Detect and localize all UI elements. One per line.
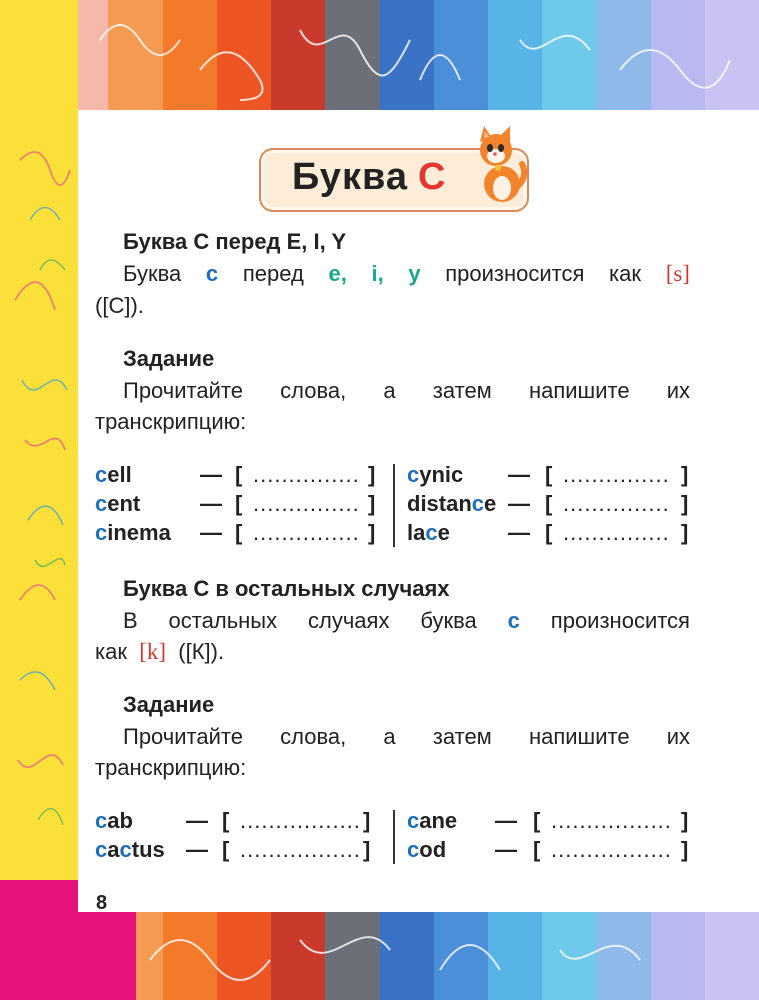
dash: — — [200, 462, 222, 487]
close-bracket: ] — [368, 462, 376, 487]
open-bracket: [ — [235, 462, 243, 487]
page-number: 8 — [96, 892, 108, 914]
word-list-1 — [95, 462, 690, 549]
color-stripe — [705, 912, 759, 1000]
title-letter: С — [417, 156, 447, 198]
color-stripe — [325, 912, 379, 1000]
highlight-letter: c — [95, 462, 108, 487]
left-yellow-border — [0, 0, 78, 1000]
close-bracket: ] — [363, 837, 371, 862]
rule-paragraph-1: Буква c перед e, i, y произносится как [s] — [123, 261, 690, 286]
column-divider — [393, 810, 395, 864]
section-heading-c-before-eiy: Буква С перед E, I, Y — [123, 229, 347, 254]
open-bracket: [ — [235, 491, 243, 516]
dash: — — [200, 520, 222, 545]
color-stripe — [434, 912, 488, 1000]
highlight-letter: c — [425, 520, 438, 545]
highlight-letter: c — [95, 837, 108, 862]
dash: — — [508, 462, 530, 487]
color-stripe — [217, 0, 271, 110]
column-divider — [393, 464, 395, 547]
task-heading-2: Задание — [123, 692, 215, 717]
close-bracket: ] — [681, 808, 689, 833]
highlight-letter: c — [407, 837, 420, 862]
rule-paragraph-2: В остальных случаях буква c произносится — [123, 608, 690, 633]
transcription-blank: ............... — [253, 491, 360, 516]
transcription-blank: ................. — [240, 837, 361, 862]
dash: — — [508, 520, 530, 545]
top-color-stripes — [0, 0, 759, 110]
word — [407, 837, 446, 863]
section-heading-c-other: Буква С в остальных случаях — [123, 576, 450, 601]
word — [407, 491, 496, 517]
transcription-blank: ................. — [240, 808, 361, 833]
transcription-blank: ............... — [563, 462, 670, 487]
word-part: e — [484, 491, 497, 516]
color-stripe — [488, 0, 542, 110]
title-word: Буква — [292, 156, 408, 198]
word — [407, 462, 463, 488]
color-stripe — [434, 0, 488, 110]
transcription-blank: ............... — [253, 520, 360, 545]
word-part: ent — [107, 491, 141, 516]
highlight-letter: c — [407, 808, 420, 833]
dash: — — [200, 491, 222, 516]
color-stripe — [488, 912, 542, 1000]
word — [95, 808, 133, 834]
open-bracket: [ — [533, 837, 541, 862]
close-bracket: ] — [681, 837, 689, 862]
word-part: od — [419, 837, 447, 862]
color-stripe — [651, 0, 705, 110]
task-heading-1: Задание — [123, 346, 215, 371]
color-stripe — [271, 912, 325, 1000]
close-bracket: ] — [681, 462, 689, 487]
dash: — — [495, 837, 517, 862]
transcription-blank: ................. — [551, 837, 672, 862]
word — [95, 837, 165, 863]
dash: — — [186, 808, 208, 833]
dash: — — [186, 837, 208, 862]
word — [407, 520, 450, 546]
highlight-letter: c — [471, 491, 485, 516]
color-stripe — [542, 912, 596, 1000]
color-stripe — [542, 0, 596, 110]
rule-paragraph-1-end: ([С]). — [95, 293, 144, 318]
open-bracket: [ — [533, 808, 541, 833]
word-part: ab — [107, 808, 133, 833]
word — [95, 491, 140, 517]
task-text-1: Прочитайте слова, а затем напишите их — [123, 378, 690, 403]
task-text-2b: транскрипцию: — [95, 755, 247, 780]
dash: — — [495, 808, 517, 833]
word-part: distan — [407, 491, 472, 516]
open-bracket: [ — [235, 520, 243, 545]
word-list-2 — [95, 808, 690, 866]
color-stripe — [217, 912, 271, 1000]
word — [95, 520, 171, 546]
open-bracket: [ — [222, 837, 230, 862]
close-bracket: ] — [681, 520, 689, 545]
color-stripe — [380, 0, 434, 110]
word-part: ynic — [419, 462, 464, 487]
transcription-blank: ............... — [563, 520, 670, 545]
dash: — — [508, 491, 530, 516]
open-bracket: [ — [545, 491, 553, 516]
color-stripe — [163, 912, 217, 1000]
transcription-blank: ............... — [253, 462, 360, 487]
highlight-letter: c — [95, 808, 108, 833]
color-stripe — [271, 0, 325, 110]
open-bracket: [ — [545, 462, 553, 487]
color-stripe — [596, 912, 650, 1000]
open-bracket: [ — [222, 808, 230, 833]
highlight-letter: c — [95, 520, 108, 545]
task-text-2: Прочитайте слова, а затем напишите их — [123, 724, 690, 749]
word-part: tus — [131, 837, 165, 862]
close-bracket: ] — [368, 520, 376, 545]
close-bracket: ] — [368, 491, 376, 516]
word-part: la — [407, 520, 426, 545]
word — [407, 808, 457, 834]
word-part: ell — [107, 462, 132, 487]
kitten-illustration — [470, 126, 528, 204]
highlight-letter: c — [95, 491, 108, 516]
close-bracket: ] — [681, 491, 689, 516]
color-stripe — [108, 0, 162, 110]
word — [95, 462, 132, 488]
highlight-letter: c — [407, 462, 420, 487]
color-stripe — [596, 0, 650, 110]
open-bracket: [ — [545, 520, 553, 545]
color-stripe — [163, 0, 217, 110]
page-title — [292, 156, 446, 199]
word-part: ane — [419, 808, 458, 833]
color-stripe — [705, 0, 759, 110]
color-stripe — [380, 912, 434, 1000]
transcription-blank: ............... — [563, 491, 670, 516]
word-part: e — [437, 520, 450, 545]
word-part: a — [107, 837, 120, 862]
close-bracket: ] — [363, 808, 371, 833]
word-part: inema — [107, 520, 171, 545]
highlight-letter: c — [119, 837, 132, 862]
task-text-1b: транскрипцию: — [95, 409, 247, 434]
color-stripe — [651, 912, 705, 1000]
color-stripe — [325, 0, 379, 110]
rule-paragraph-2-end: как [k] ([К]). — [95, 639, 225, 664]
transcription-blank: ................. — [551, 808, 672, 833]
